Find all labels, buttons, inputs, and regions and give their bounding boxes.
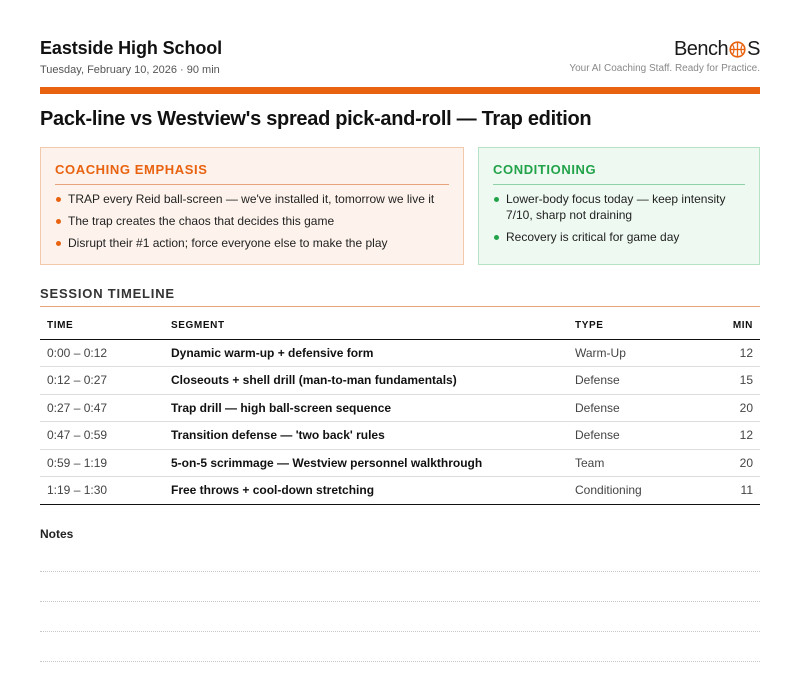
header-divider (40, 87, 760, 94)
column-header-segment: SEGMENT (164, 313, 568, 339)
page-header (40, 38, 760, 78)
row-type: Defense (568, 394, 688, 422)
notes-line (40, 661, 760, 662)
notes-line (40, 631, 760, 632)
table-row (40, 477, 760, 505)
session-timeline-table (40, 313, 760, 505)
row-type: Defense (568, 422, 688, 450)
table-row (40, 367, 760, 395)
coaching-emphasis-list (55, 191, 449, 251)
row-segment: Trap drill — high ball-screen sequence (164, 394, 568, 422)
page-title: Pack-line vs Westview's spread pick-and-roll — Trap edition (40, 108, 592, 130)
conditioning-item: Recovery is critical for game day (493, 229, 745, 245)
conditioning-item: Lower-body focus today — keep intensity 7/10, sharp not draining (493, 191, 745, 223)
row-minutes: 20 (688, 449, 760, 477)
basketball-icon (729, 41, 746, 58)
row-time: 0:12 – 0:27 (40, 367, 164, 395)
column-header-time: TIME (40, 313, 164, 339)
row-minutes: 11 (688, 477, 760, 505)
row-minutes: 12 (688, 422, 760, 450)
bullet-icon (494, 235, 499, 240)
bullet-icon (56, 197, 61, 202)
row-time: 0:27 – 0:47 (40, 394, 164, 422)
notes-line (40, 571, 760, 572)
row-minutes: 20 (688, 394, 760, 422)
conditioning-list (493, 191, 745, 245)
row-segment: Free throws + cool-down stretching (164, 477, 568, 505)
row-type: Warm-Up (568, 339, 688, 367)
conditioning-card (478, 147, 760, 265)
notes-label: Notes (40, 527, 74, 541)
bullet-icon (494, 197, 499, 202)
emphasis-item: The trap creates the chaos that decides this game (55, 213, 449, 229)
row-time: 0:47 – 0:59 (40, 422, 164, 450)
brand-text-start: Bench (673, 38, 729, 60)
emphasis-item: Disrupt their #1 action; force everyone else to make the play (55, 235, 449, 251)
row-type: Conditioning (568, 477, 688, 505)
bullet-icon (56, 219, 61, 224)
column-header-min: MIN (688, 313, 760, 339)
emphasis-item: TRAP every Reid ball-screen — we've installed it, tomorrow we live it (55, 191, 449, 207)
table-row (40, 394, 760, 422)
practice-meta: Tuesday, February 10, 2026 · 90 min (40, 64, 220, 76)
brand-tagline: Your AI Coaching Staff. Ready for Practice. (569, 63, 760, 74)
row-time: 0:00 – 0:12 (40, 339, 164, 367)
row-type: Defense (568, 367, 688, 395)
notes-line (40, 601, 760, 602)
table-header-row (40, 313, 760, 339)
row-minutes: 12 (688, 339, 760, 367)
session-timeline-title: SESSION TIMELINE (40, 286, 760, 307)
brand-text-end: S (747, 38, 760, 60)
row-time: 1:19 – 1:30 (40, 477, 164, 505)
table-row (40, 339, 760, 367)
row-segment: Dynamic warm-up + defensive form (164, 339, 568, 367)
row-time: 0:59 – 1:19 (40, 449, 164, 477)
school-name: Eastside High School (40, 38, 223, 58)
row-minutes: 15 (688, 367, 760, 395)
table-row (40, 449, 760, 477)
bullet-icon (56, 241, 61, 246)
brand-logo (674, 38, 760, 61)
table-row (40, 422, 760, 450)
coaching-emphasis-title: COACHING EMPHASIS (55, 162, 449, 185)
row-segment: Transition defense — 'two back' rules (164, 422, 568, 450)
row-segment: Closeouts + shell drill (man-to-man fundamentals) (164, 367, 568, 395)
conditioning-title: CONDITIONING (493, 162, 745, 185)
coaching-emphasis-card (40, 147, 464, 265)
row-segment: 5-on-5 scrimmage — Westview personnel walkthrough (164, 449, 568, 477)
column-header-type: TYPE (568, 313, 688, 339)
row-type: Team (568, 449, 688, 477)
